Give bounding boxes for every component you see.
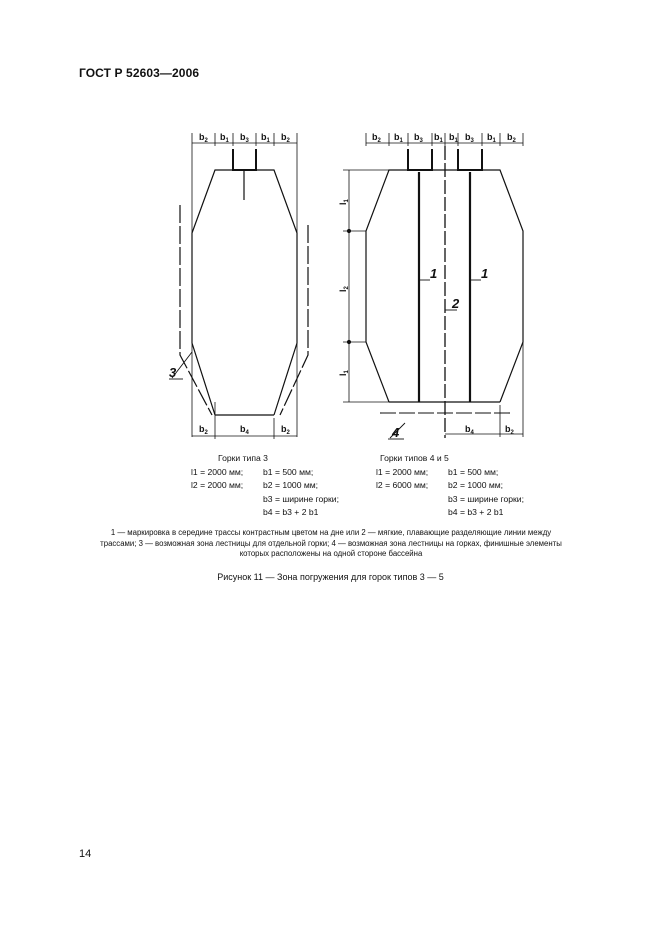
dim-b2: $b_2$ [507, 132, 516, 144]
param-l1: l1 = 2000 мм; [376, 466, 429, 477]
param-b1: b1 = 500 мм; [263, 466, 314, 477]
param-b3: b3 = ширине горки; [448, 493, 524, 504]
dim-b2: $b_2$ [372, 132, 381, 144]
left-pool-outline [169, 133, 308, 439]
param-empty [191, 493, 263, 507]
dim-b1: $b_1$ [261, 132, 270, 144]
param-b1: b1 = 500 мм; [448, 466, 499, 477]
param-empty [376, 493, 448, 507]
dim-b2: $b_2$ [199, 424, 208, 436]
callout-3: 3 [169, 365, 177, 380]
dim-b1: $b_1$ [220, 132, 229, 144]
type45-params-list [376, 466, 524, 520]
type3-params-list [191, 466, 339, 520]
dim-b2: $b_2$ [199, 132, 208, 144]
document-header: ГОСТ Р 52603—2006 [79, 66, 200, 80]
param-b2: b2 = 1000 мм; [263, 480, 319, 490]
dim-b2: $b_2$ [281, 424, 290, 436]
callout-2: 2 [452, 296, 460, 311]
callout-1: 1 [481, 266, 489, 281]
param-b3: b3 = ширине горки; [263, 493, 339, 504]
dim-b1: $b_1$ [449, 132, 458, 144]
dim-b3: $b_3$ [414, 132, 423, 144]
page-number: 14 [79, 848, 92, 860]
dim-l1: $l_1$ [338, 199, 350, 205]
type45-title: Горки типов 4 и 5 [380, 453, 449, 463]
param-l2: l2 = 6000 мм; [376, 480, 429, 490]
dim-l2: $l_2$ [338, 286, 350, 292]
type3-parameters [218, 452, 268, 466]
dim-b4: $b_4$ [465, 424, 474, 436]
type3-title: Горки типа 3 [218, 453, 268, 463]
param-l1: l1 = 2000 мм; [191, 466, 244, 477]
param-empty [191, 506, 263, 520]
param-l2: l2 = 2000 мм; [191, 480, 244, 490]
param-b4: b4 = b3 + 2 b1 [448, 507, 504, 517]
param-b4: b4 = b3 + 2 b1 [263, 507, 319, 517]
dim-b2: $b_2$ [505, 424, 514, 436]
param-b2: b2 = 1000 мм; [448, 480, 504, 490]
right-pool-outline [343, 133, 523, 439]
type45-parameters [380, 452, 449, 466]
dim-b4: $b_4$ [240, 424, 249, 436]
legend-note: 1 — маркировка в середине трассы контрастным цветом на дне или 2 — мягкие, плавающие разделяющие линии между трассами; 3 — возможная зона лестницы для отдельной горки; 4 — возможная зона лестницы на горках, финишные элементы которых расположены на одной стороне бассейна [100, 528, 562, 558]
dim-b2: $b_2$ [281, 132, 290, 144]
callout-4: 4 [392, 425, 400, 440]
param-empty [376, 506, 448, 520]
figure-caption: Рисунок 11 — Зона погружения для горок типов 3 — 5 [217, 572, 444, 582]
dim-b1: $b_1$ [394, 132, 403, 144]
dim-l1: $l_1$ [338, 370, 350, 376]
callout-1: 1 [430, 266, 438, 281]
dim-b1: $b_1$ [487, 132, 496, 144]
dim-b1: $b_1$ [434, 132, 443, 144]
dim-b3: $b_3$ [465, 132, 474, 144]
dim-b3: $b_3$ [240, 132, 249, 144]
